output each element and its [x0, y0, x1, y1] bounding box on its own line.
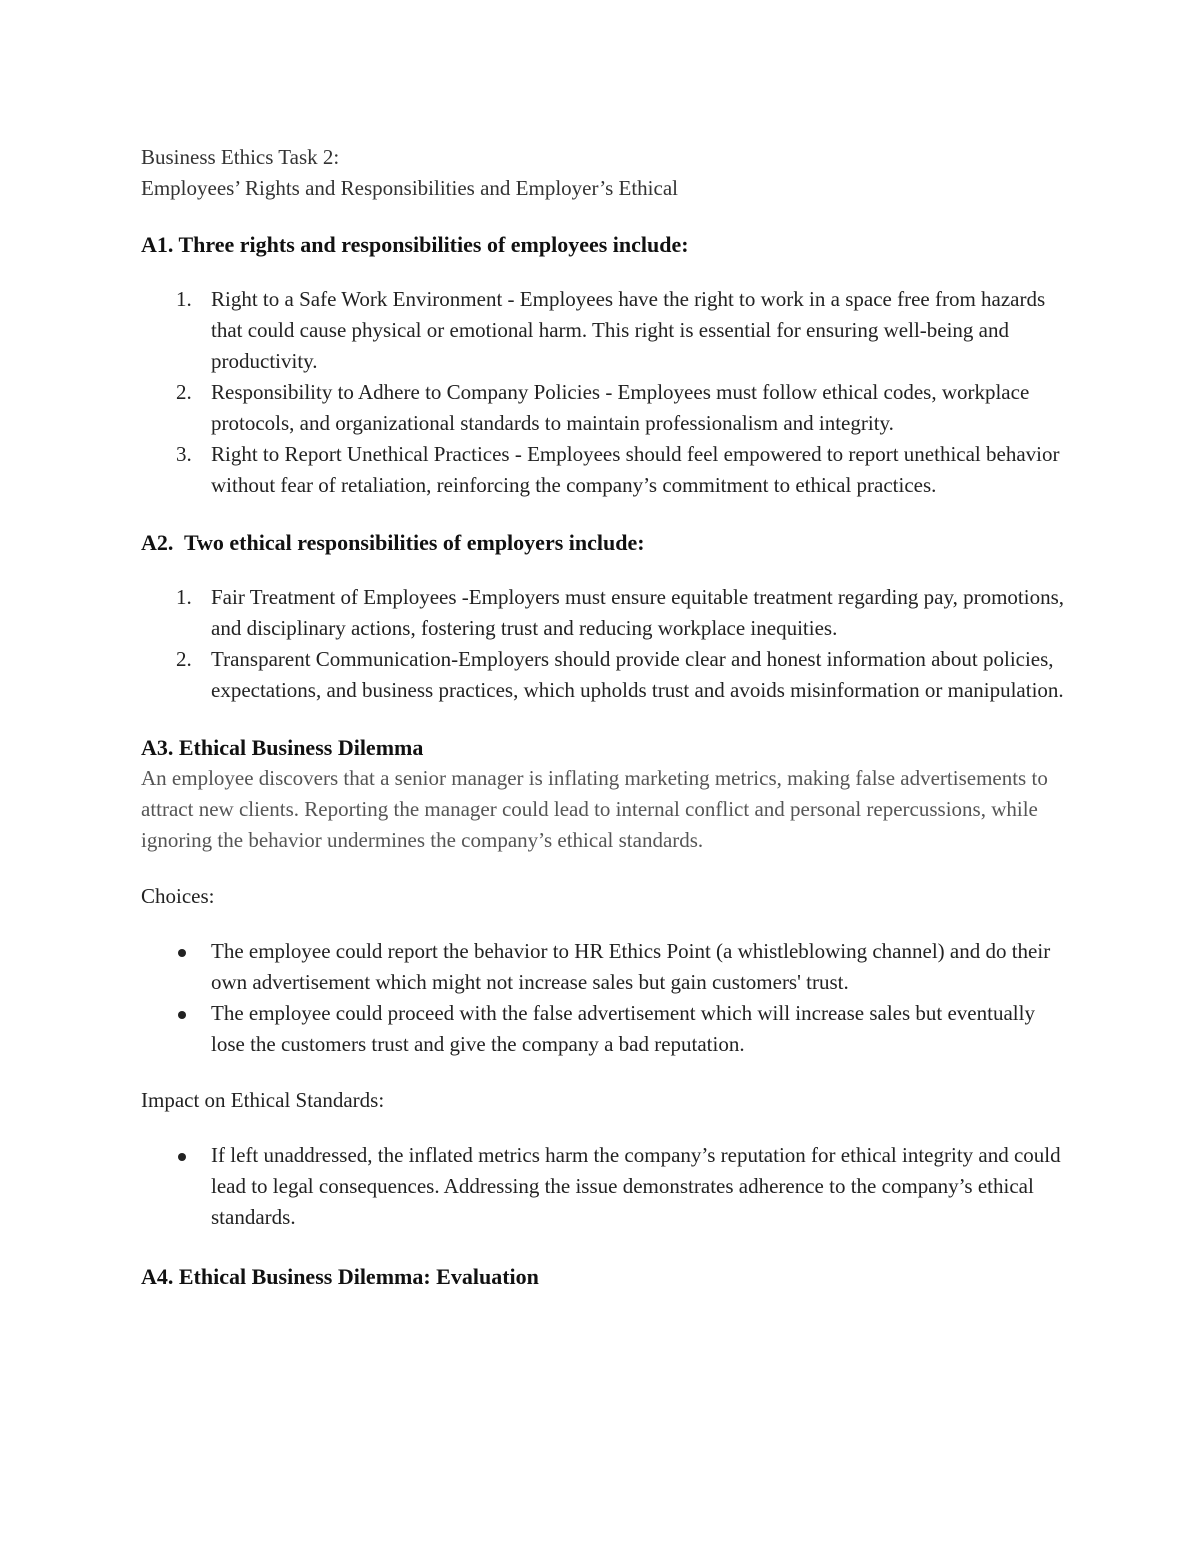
section-a3-heading: A3. Ethical Business Dilemma	[141, 735, 424, 760]
employee-rights-list	[141, 284, 1071, 501]
bullet-dot-icon	[178, 1153, 186, 1161]
list-item-text: Right to a Safe Work Environment - Employees have the right to work in a space free from hazards that could cause physical or emotional harm. This right is essential for ensuring well-being and productivity.	[211, 287, 1046, 373]
list-item	[141, 377, 1071, 439]
list-item-text: The employee could proceed with the false advertisement which will increase sales but eventually lose the customers trust and give the company a bad reputation.	[211, 1001, 1035, 1056]
section-a4-heading: A4. Ethical Business Dilemma: Evaluation	[141, 1264, 539, 1289]
list-item-text: Right to Report Unethical Practices - Employees should feel empowered to report unethical behavior without fear of retaliation, reinforcing the company’s commitment to ethical practices.	[211, 442, 1060, 497]
list-item	[141, 1140, 1071, 1233]
list-item	[141, 284, 1071, 377]
list-number: 3.	[176, 442, 192, 466]
bullet-dot-icon	[178, 1011, 186, 1019]
impact-label: Impact on Ethical Standards:	[141, 1088, 385, 1112]
section-a2-heading: A2. Two ethical responsibilities of employers include:	[141, 530, 645, 555]
list-item-text: The employee could report the behavior to HR Ethics Point (a whistleblowing channel) and do their own advertisement which might not increase sales but gain customers' trust.	[211, 939, 1051, 994]
dilemma-paragraph: An employee discovers that a senior manager is inflating marketing metrics, making false advertisements to attract new clients. Reporting the manager could lead to internal conflict and personal repercussions, while ignoring the behavior undermines the company’s ethical standards.	[141, 766, 1048, 852]
header-subtitle: Employees’ Rights and Responsibilities and Employer’s Ethical	[141, 176, 678, 200]
choices-label: Choices:	[141, 884, 215, 908]
header-course-title: Business Ethics Task 2:	[141, 145, 340, 169]
list-item-text: Responsibility to Adhere to Company Policies - Employees must follow ethical codes, workplace protocols, and organizational standards to maintain professionalism and integrity.	[211, 380, 1030, 435]
choices-list	[141, 936, 1071, 1060]
list-number: 2.	[176, 380, 192, 404]
document-header	[141, 142, 1071, 204]
list-item	[141, 439, 1071, 501]
list-item	[141, 998, 1071, 1060]
bullet-dot-icon	[178, 949, 186, 957]
employer-responsibilities-list	[141, 582, 1071, 706]
list-number: 2.	[176, 647, 192, 671]
list-item	[141, 582, 1071, 644]
impact-list	[141, 1140, 1071, 1233]
list-item-text: Transparent Communication-Employers should provide clear and honest information about policies, expectations, and business practices, which upholds trust and avoids misinformation or manipulation.	[211, 647, 1064, 702]
list-number: 1.	[176, 585, 192, 609]
section-a1-heading: A1. Three rights and responsibilities of employees include:	[141, 232, 689, 257]
document-page	[141, 142, 1071, 1292]
list-item	[141, 936, 1071, 998]
list-item-text: Fair Treatment of Employees -Employers must ensure equitable treatment regarding pay, promotions, and disciplinary actions, fostering trust and reducing workplace inequities.	[211, 585, 1065, 640]
list-number: 1.	[176, 287, 192, 311]
list-item	[141, 644, 1071, 706]
list-item-text: If left unaddressed, the inflated metrics harm the company’s reputation for ethical integrity and could lead to legal consequences. Addressing the issue demonstrates adherence to the company’s ethical standards.	[211, 1143, 1061, 1229]
